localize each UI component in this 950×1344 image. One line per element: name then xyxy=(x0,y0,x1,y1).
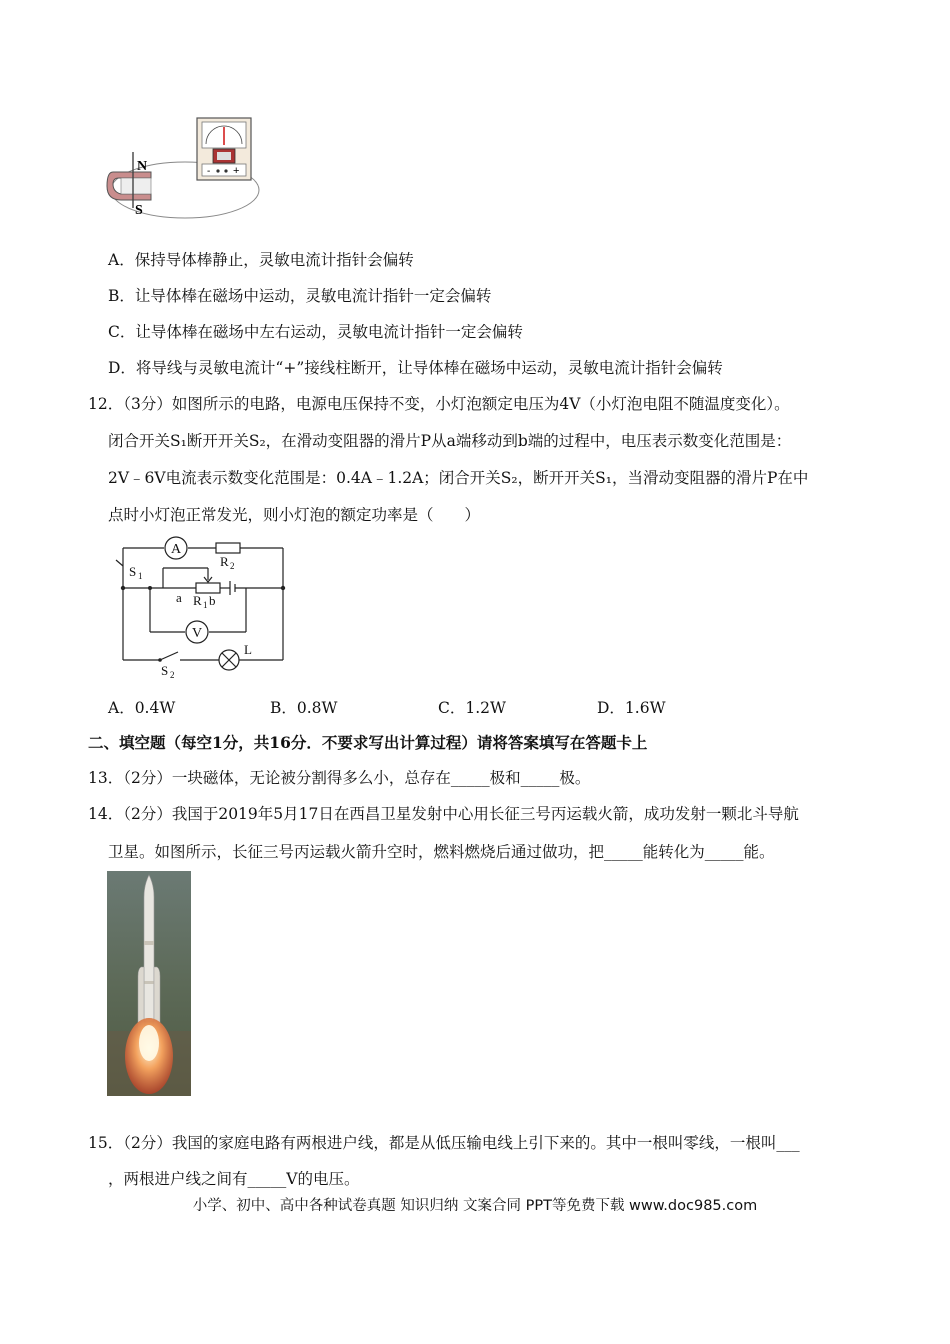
magnet-north-label: N xyxy=(137,159,148,174)
s1-subscript: 1 xyxy=(138,571,143,581)
q15-line-2: ，两根进户线之间有_____V的电压。 xyxy=(108,1170,360,1188)
q12-line-4: 点时小灯泡正常发光，则小灯泡的额定功率是（ ） xyxy=(108,506,481,524)
q11-option-b: B．让导体棒在磁场中运动，灵敏电流计指针一定会偏转 xyxy=(108,287,492,305)
q12-line-1: 12．（3分）如图所示的电路，电源电压保持不变，小灯泡额定电压为4V（小灯泡电阻不随温度变化）。 xyxy=(88,395,790,413)
q11-option-d: D．将导线与灵敏电流计“+”接线柱断开，让导体棒在磁场中运动，灵敏电流计指针会偏转 xyxy=(108,359,723,377)
q12-line-2: 闭合开关S₁断开开关S₂，在滑动变阻器的滑片P从a端移动到b端的过程中，电压表示数变化范围是： xyxy=(108,432,792,450)
circuit-diagram xyxy=(108,536,298,682)
r2-label: R xyxy=(220,554,229,569)
q11-option-c: C．让导体棒在磁场中左右运动，灵敏电流计指针一定会偏转 xyxy=(108,323,523,341)
slider-a-label: a xyxy=(176,590,182,605)
slider-b-label: b xyxy=(209,593,216,608)
r2-subscript: 2 xyxy=(230,561,235,571)
q12-option-a: A．0.4W xyxy=(108,699,176,717)
galvanometer-plus-label: + xyxy=(233,165,240,177)
ammeter-label: A xyxy=(171,542,182,557)
section-heading: 二、填空题（每空1分，共16分．不要求写出计算过程）请将答案填写在答题卡上 xyxy=(88,733,648,752)
r1-subscript: 1 xyxy=(203,600,208,610)
q14-line-1: 14．（2分）我国于2019年5月17日在西昌卫星发射中心用长征三号丙运载火箭，成功发射一颗北斗导航 xyxy=(88,805,799,823)
q12-line-3: 2V﹣6V电流表示数变化范围是：0.4A﹣1.2A；闭合开关S₂，断开开关S₁，当滑动变阻器的滑片P在中 xyxy=(108,469,809,487)
galvanometer-minus-label: - xyxy=(207,166,211,177)
q15-line-1: 15．（2分）我国的家庭电路有两根进户线，都是从低压输电线上引下来的。其中一根叫零线，一根叫___ xyxy=(88,1134,800,1152)
q12-option-d: D．1.6W xyxy=(597,699,666,717)
magnet-south-label: S xyxy=(135,203,143,218)
page-footer: 小学、初中、高中各种试卷真题 知识归纳 文案合同 PPT等免费下载 www.doc985.com xyxy=(192,1198,758,1214)
voltmeter-label: V xyxy=(192,626,203,641)
s2-label: S xyxy=(161,663,169,678)
s1-label: S xyxy=(129,564,137,579)
q13-text: 13．（2分）一块磁体，无论被分割得多么小，总存在_____极和_____极。 xyxy=(88,769,591,787)
q11-option-a: A．保持导体棒静止，灵敏电流计指针会偏转 xyxy=(108,251,414,269)
lamp-label: L xyxy=(244,642,252,657)
q12-option-b: B．0.8W xyxy=(270,699,338,717)
galvanometer-magnet-figure xyxy=(105,112,265,224)
r1-label: R xyxy=(193,593,202,608)
q14-line-2: 卫星。如图所示，长征三号丙运载火箭升空时，燃料燃烧后通过做功，把_____能转化为_____能。 xyxy=(108,843,775,861)
rocket-launch-photo xyxy=(107,871,191,1096)
s2-subscript: 2 xyxy=(170,670,175,680)
q12-option-c: C．1.2W xyxy=(438,699,506,717)
